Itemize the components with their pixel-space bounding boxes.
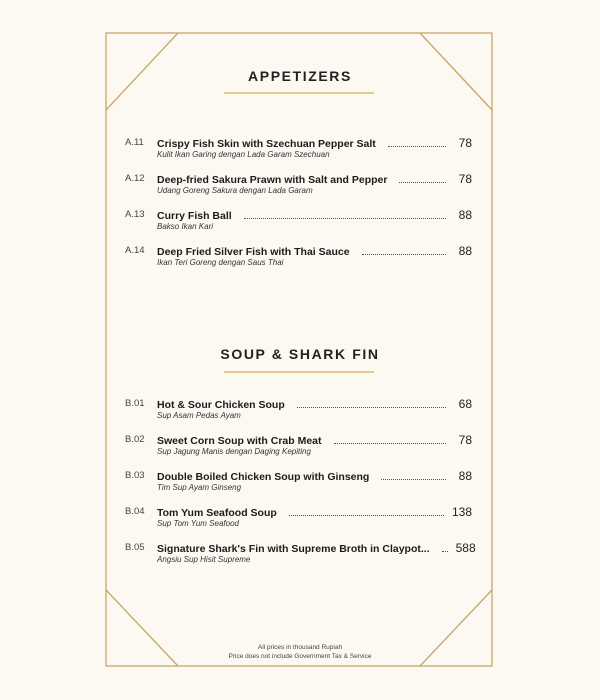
item-code: A.11: [125, 137, 144, 148]
item-price: 68: [458, 397, 472, 411]
menu-item: [125, 470, 472, 500]
item-code: B.04: [125, 506, 145, 517]
dot-leader: [399, 182, 446, 183]
section-title: APPETIZERS: [248, 68, 352, 84]
dot-leader: [442, 551, 448, 552]
item-name: Sweet Corn Soup with Crab Meat: [157, 435, 322, 447]
menu-item: [125, 434, 472, 464]
dot-leader: [334, 443, 446, 444]
dot-leader: [289, 515, 444, 516]
menu-item: [125, 541, 476, 572]
item-description: Kulit Ikan Garing dengan Lada Garam Szechuan: [157, 150, 330, 159]
dot-leader: [381, 479, 446, 480]
menu-item: [125, 173, 472, 203]
item-name: Crispy Fish Skin with Szechuan Pepper Salt: [157, 138, 376, 150]
item-code: B.03: [125, 470, 145, 481]
item-price: 88: [458, 208, 472, 222]
dot-leader: [388, 146, 446, 147]
item-name: Deep-fried Sakura Prawn with Salt and Pepper: [157, 174, 388, 186]
menu-item: [125, 209, 472, 239]
item-code: B.01: [125, 398, 145, 409]
item-description: Ikan Teri Goreng dengan Saus Thai: [157, 258, 284, 267]
dot-leader: [297, 407, 446, 408]
item-code: B.02: [125, 434, 145, 445]
item-price: 78: [458, 172, 472, 186]
item-name: Signature Shark's Fin with Supreme Broth in Claypot...: [157, 543, 430, 555]
item-price: 588: [455, 541, 476, 555]
item-price: 88: [458, 469, 472, 483]
menu-item: [125, 506, 472, 536]
item-description: Sup Tom Yum Seafood: [157, 519, 239, 528]
item-description: Sup Asam Pedas Ayam: [157, 411, 241, 420]
section-title: SOUP & SHARK FIN: [220, 346, 380, 362]
item-description: Bakso Ikan Kari: [157, 222, 214, 231]
section-underline: [224, 371, 374, 373]
footer-note-currency: All prices in thousand Rupiah: [257, 644, 343, 651]
item-price: 88: [458, 244, 472, 258]
item-description: Tim Sup Ayam Ginseng: [157, 483, 242, 492]
item-description: Udang Goreng Sakura dengan Lada Garam: [157, 186, 313, 195]
item-name: Tom Yum Seafood Soup: [157, 507, 277, 519]
item-name: Deep Fried Silver Fish with Thai Sauce: [157, 246, 350, 258]
item-price: 78: [458, 136, 472, 150]
item-description: Angsiu Sup Hisit Supreme: [157, 555, 251, 564]
item-code: A.12: [125, 173, 145, 184]
menu-item: [125, 137, 472, 167]
item-code: A.13: [125, 209, 145, 220]
footer-note-tax: Price does not include Government Tax & Service: [228, 653, 372, 660]
item-code: B.05: [125, 542, 145, 553]
menu-item: [125, 398, 472, 428]
item-price: 138: [451, 505, 472, 519]
item-name: Double Boiled Chicken Soup with Ginseng: [157, 471, 370, 483]
dot-leader: [244, 218, 446, 219]
item-code: A.14: [125, 245, 145, 256]
dot-leader: [362, 254, 446, 255]
item-description: Sup Jagung Manis dengan Daging Kepiting: [157, 447, 311, 456]
item-price: 78: [458, 433, 472, 447]
section-underline: [224, 92, 374, 94]
item-name: Hot & Sour Chicken Soup: [157, 399, 285, 411]
menu-item: [125, 245, 472, 275]
item-name: Curry Fish Ball: [157, 210, 232, 222]
